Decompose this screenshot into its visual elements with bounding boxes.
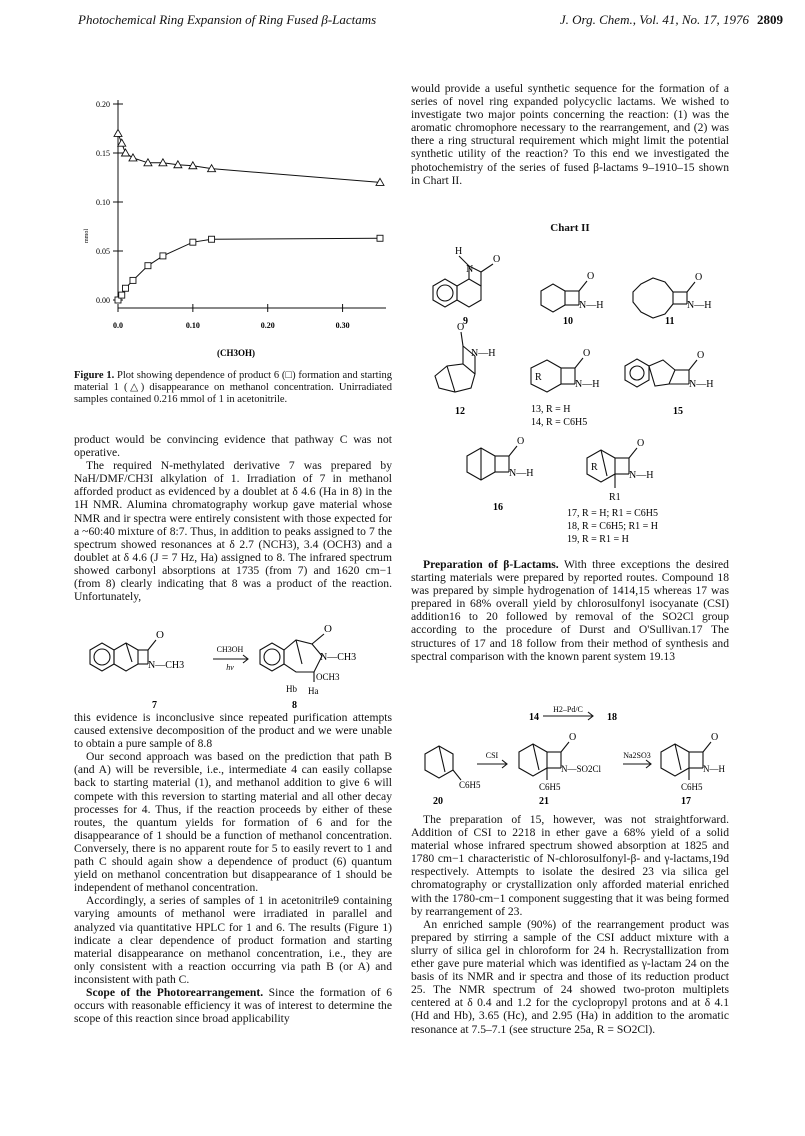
c21-label: 21 <box>539 796 549 806</box>
c13-o: O <box>583 348 591 359</box>
c13-label: 13, R = H <box>531 404 571 415</box>
y-tick-label: 0.10 <box>96 198 110 207</box>
c9-n: N <box>466 264 474 275</box>
left-column-lower <box>74 711 392 1025</box>
c21-nso2cl: N—SO2Cl <box>561 764 602 774</box>
c15-nh: N—H <box>689 379 714 390</box>
c18-label: 18, R = C6H5; R1 = H <box>567 521 659 532</box>
c19-label: 19, R = R1 = H <box>567 534 629 545</box>
y-tick-label: 0.15 <box>96 149 110 158</box>
scheme-reagent: CH3OH <box>216 645 244 654</box>
figure-1-chart <box>74 86 394 368</box>
c17-o: O <box>637 438 645 449</box>
journal-name: J. Org. Chem., Vol. 41, No. 17, 1976 <box>559 12 749 27</box>
page-number: 2809 <box>757 12 783 27</box>
c9-h: H <box>455 246 463 257</box>
c17-phenyl: C6H5 <box>681 782 703 792</box>
c20-label: 20 <box>433 796 443 806</box>
c16-label: 16 <box>493 502 503 513</box>
scheme-8-methoxy: OCH3 <box>316 672 340 682</box>
c17-o: O <box>711 732 719 743</box>
series-line-0 <box>118 133 380 182</box>
left-paragraph-5: Accordingly, a series of samples of 1 in acetonitrile9 containing varying amounts of methanol were irradiated in parallel and analyzed via quantitative HPLC for 1 and 6. The results (Figure 1) indicate a clear dependence of product formation and starting material disappearance on methanol concentration, i.e., they are only consistent with a reaction occurring via path B (or A) and inconsistent with path C. <box>74 894 392 986</box>
right-column-upper <box>411 82 729 187</box>
scheme-reagent-h2pd: H2–Pd/C <box>553 705 583 714</box>
data-point-square <box>160 253 166 259</box>
right-paragraph-1: would provide a useful synthetic sequence for the formation of a series of novel ring expanded polycyclic lactams. We wished to investigate two major points concerning the reaction: (1) was the aromatic chromophore necessary to the rearrangement, and (2) was there a ring structural requirement which might limit the potential synthetic utility of the reaction? To this end we investigated the photochemistry of the series of fused β-lactams 9–1910–15 shown in Chart II. <box>411 82 729 187</box>
scheme-7-n-methyl: N—CH3 <box>148 660 185 671</box>
y-tick-label: 0.00 <box>96 296 110 305</box>
c13-nh: N—H <box>575 379 600 390</box>
y-axis-label: mmol <box>84 228 90 244</box>
right-paragraph-3: The preparation of 15, however, was not straightforward. Addition of CSI to 2218 in ether gave a 68% yield of a solid material whose infrared spectrum showed absorption at 1825 and 1780 cm−1 characteristic of N-chlorosulfonyl-β- and γ-lactams,19d respectively. Attempts to isolate the desired 23 via silica gel chromatography or crystallization only afforded material enriched with the 1780-cm−1 component suggesting that it was being formed by rearrangement of 23. <box>411 813 729 918</box>
c12-nh: N—H <box>471 348 496 359</box>
section-heading-preparation: Preparation of β-Lactams. <box>423 558 559 571</box>
scheme-8-ha: Ha <box>308 686 319 696</box>
scheme-8-n-methyl: N—CH3 <box>320 652 357 663</box>
scheme-to: 18 <box>607 712 617 723</box>
left-column-upper <box>74 433 392 603</box>
figure-1-caption-label: Figure 1. <box>74 370 115 381</box>
journal-citation <box>560 12 783 28</box>
c16-nh: N—H <box>509 468 534 479</box>
data-point-square <box>190 239 196 245</box>
figure-1-caption <box>74 370 392 406</box>
y-tick-label: 0.05 <box>96 247 110 256</box>
scheme-condition: hν <box>226 663 234 672</box>
y-tick-label: 0.20 <box>96 100 110 109</box>
scheme-from: 14 <box>529 712 539 723</box>
c17-r: R <box>591 462 598 473</box>
x-tick-label: 0.30 <box>335 321 350 330</box>
c17-label: 17, R = H; R1 = C6H5 <box>567 508 659 519</box>
c15-label: 15 <box>673 406 683 417</box>
right-paragraph-2: With three exceptions the desired starting materials were prepared by reported routes. Compound 18 was prepared by simple hydrogenation of 1414,15 whereas 17 was prepared in 68% overall yield by chlorosulfonyl isocyanate (CSI) addition16 to 20 followed by removal of the SO2Cl group according to the procedure of Durst and O'Sullivan.17 The structures of 17 and 18 follow from their method of synthesis and spectral comparison with the known parent system 19.13 <box>411 558 729 663</box>
c10-nh: N—H <box>579 300 604 311</box>
left-paragraph-1: product would be convincing evidence that pathway C was not operative. <box>74 433 392 460</box>
scheme-8-o: O <box>324 623 332 635</box>
right-column-lower <box>411 813 729 1036</box>
data-point-triangle <box>114 129 122 136</box>
compound-7-label: 7 <box>152 700 157 710</box>
c21-o: O <box>569 732 577 743</box>
running-title: Photochemical Ring Expansion of Ring Fused β-Lactams <box>78 12 377 27</box>
chart-ii-structures <box>411 236 731 548</box>
c11-o: O <box>695 272 703 283</box>
scheme-na2so3-reagent: Na2SO3 <box>623 751 651 760</box>
figure-1-caption-text: Plot showing dependence of product 6 (□) formation and starting material 1 (△) disappearance on methanol concentration. Unirradiated samples contained 0.216 mmol of 1 in acetonitrile. <box>74 370 392 405</box>
running-header <box>78 12 783 30</box>
scheme-csi-reagent: CSI <box>485 751 499 760</box>
scheme-7-o: O <box>156 629 164 641</box>
c14-label: 14, R = C6H5 <box>531 417 588 428</box>
c20-phenyl: C6H5 <box>459 780 481 790</box>
right-column-middle <box>411 558 729 663</box>
c9-o: O <box>493 254 501 265</box>
c10-label: 10 <box>563 316 573 327</box>
data-point-square <box>209 236 215 242</box>
scheme-csi <box>411 702 731 806</box>
data-point-triangle <box>129 154 137 161</box>
x-tick-label: 0.10 <box>185 321 200 330</box>
right-paragraph-4: An enriched sample (90%) of the rearrangement product was prepared by stirring a sample of the CSI adduct mixture with a slurry of silica gel in chloroform for 24 h. Recrystallization from ether gave pure material which was identified as γ-lactam 24 on the basis of its NMR and ir spectra and those of its reduction product 25. The NMR spectrum of 24 showed two-proton multiplets centered at δ 0.4 and 1.2 for the cyclopropyl protons and at δ 4.1 (Hd and Hb), 3.65 (Hc), and 2.95 (Ha) in addition to the aromatic resonance at 7.5–7.1 (see structure 25a, R = SO2Cl). <box>411 917 729 1036</box>
data-point-square <box>119 292 125 298</box>
data-point-square <box>145 263 151 269</box>
x-axis-label: (CH3OH) <box>217 348 255 358</box>
c12-label: 12 <box>455 406 465 417</box>
chart-ii-title: Chart II <box>550 222 590 234</box>
c11-nh: N—H <box>687 300 712 311</box>
left-paragraph-6: Scope of the Photorearrangement. Since the formation of 6 occurs with reasonable efficiency it was of interest to determine the scope of this reaction since broad applicability <box>74 985 392 1026</box>
chart-plot-area <box>96 100 386 330</box>
c21-phenyl: C6H5 <box>539 782 561 792</box>
c15-o: O <box>697 350 705 361</box>
c13-r: R <box>535 372 542 383</box>
c16-o: O <box>517 436 525 447</box>
section-heading-scope: Scope of the Photorearrangement. <box>86 985 264 999</box>
c11-label: 11 <box>665 316 675 327</box>
data-point-square <box>122 285 128 291</box>
left-paragraph-3: this evidence is inconclusive since repeated purification attempts caused extensive decomposition of the product and we were unable to obtain a pure sample of 8.8 <box>74 711 392 751</box>
x-tick-label: 0.20 <box>260 321 275 330</box>
compound-8-label: 8 <box>292 700 297 710</box>
c10-o: O <box>587 271 595 282</box>
c17-nh: N—H <box>703 764 725 774</box>
c12-o: O <box>457 322 465 333</box>
c17-nh: N—H <box>629 470 654 481</box>
x-tick-label: 0.0 <box>113 321 123 330</box>
data-point-square <box>130 277 136 283</box>
left-paragraph-4: Our second approach was based on the prediction that path B (and A) will be reversible, i.e., intermediate 4 can easily collapse back to starting material (1), and methanol addition to give 6 will compete with this reversion to starting material and all other decay processes for 4. Thus, if the reaction proceeds by either of these routes, the quantum yields for formation of 6 and for the disappearance of 1 should be a function of methanol concentration. Conversely, there is no apparent route for 5 to easily revert to 1 and path C should again show a dependence of product (6) quantum yield on methanol concentration but disappearance of 1 should be independent of methanol concentration. <box>74 750 392 895</box>
c17-r1: R1 <box>609 492 621 503</box>
c9-label: 9 <box>463 316 468 327</box>
data-point-square <box>377 235 383 241</box>
scheme-7-to-8 <box>80 622 390 710</box>
scheme-8-hb: Hb <box>286 684 297 694</box>
series-line-1 <box>118 238 380 300</box>
left-paragraph-2: The required N-methylated derivative 7 was prepared by NaH/DMF/CH3I alkylation of 1. Irradiation of 7 in methanol afforded product as evidenced by a doublet at δ 4.6 (Ha in 8) in the 1H NMR. Alumina chromatography workup gave material whose NMR and ir spectra were entirely consistent with those expected for a ~60:40 mixture of 8:7. Thus, in addition to peaks assigned to 7 the spectrum showed resonances at δ 2.7 (NCH3), 3.4 (OCH3) and a doublet at δ 4.6 (J = 7 Hz, Ha) assigned to 8. The infrared spectrum showed carbonyl absorptions at 1735 (from 7) and 1620 cm−1 (from 8) clearly indicating that 8 was a product of the reaction. Unfortunately, <box>74 459 392 604</box>
data-point-triangle <box>118 139 126 146</box>
c17-scheme-label: 17 <box>681 796 691 806</box>
